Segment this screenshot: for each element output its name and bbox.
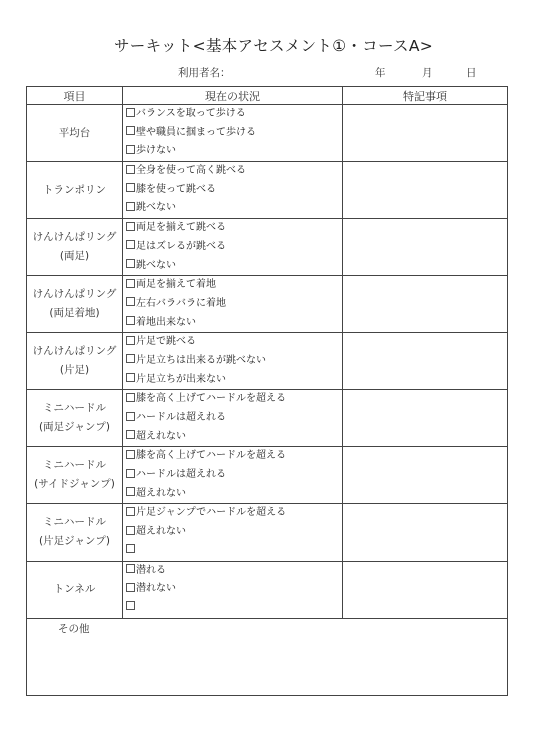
item-cell [27,447,123,504]
option-label: 片足で跳べる [136,336,196,348]
status-cell [123,276,343,333]
status-option [126,485,342,504]
header-item: 項目 [27,87,123,105]
day-label: 日 [466,67,477,79]
status-option [126,314,342,333]
page-title: サーキット<基本アセスメント①・コースA> [113,37,434,55]
item-cell [27,333,123,390]
checkbox[interactable] [126,336,135,345]
notes-cell[interactable] [343,105,508,162]
item-label: けんけんぱリング [32,231,117,244]
status-option [126,390,342,409]
option-label: 膝を高く上げてハードルを超える [136,393,286,405]
checkbox[interactable] [126,259,135,268]
option-label: バランスを取って歩ける [136,108,246,119]
checkbox[interactable] [126,412,135,421]
option-label: 跳べない [136,259,176,271]
table-row [27,561,508,618]
item-cell [27,504,123,561]
status-option [126,257,342,276]
checkbox[interactable] [126,316,135,325]
status-cell [123,447,343,504]
checkbox[interactable] [126,240,135,249]
table-row [27,162,508,219]
checkbox[interactable] [126,393,135,402]
status-option [126,199,342,218]
item-label: (両足) [59,250,90,263]
item-label: (両足着地) [49,307,100,320]
status-option [126,142,342,161]
status-cell [123,333,343,390]
status-option [126,295,342,314]
other-row [27,618,508,695]
checkbox[interactable] [126,354,135,363]
status-option [126,124,342,143]
status-option [126,352,342,371]
option-label: 両足を揃えて跳べる [136,222,226,234]
checkbox[interactable] [126,450,135,459]
option-label: 左右バラバラに着地 [136,297,226,309]
option-label: 片足ジャンプでハードルを超える [136,507,287,519]
option-label: 片足立ちは出来るが跳べない [136,354,266,366]
option-label: 膝を高く上げてハードルを超える [136,450,286,462]
table-row [27,105,508,162]
option-label: ハードルは超えれる [136,412,226,423]
year-label: 年 [375,67,386,79]
status-option [126,276,342,295]
status-option [126,105,342,124]
month-label: 月 [422,67,433,79]
table-row [27,333,508,390]
other-notes-cell[interactable] [27,618,508,695]
status-cell [123,504,343,561]
status-option [126,523,342,542]
checkbox[interactable] [126,297,135,306]
status-option [126,447,342,466]
status-option [126,181,342,200]
checkbox[interactable] [126,373,135,382]
option-label: 両足を揃えて着地 [136,279,216,291]
checkbox[interactable] [126,601,135,610]
item-label: (両足ジャンプ) [39,421,110,434]
notes-cell[interactable] [343,276,508,333]
item-label: ミニハードル [43,459,106,472]
status-option [126,219,342,238]
status-option [126,238,342,257]
user-name-label: 利用者名： [178,67,231,79]
item-cell [27,390,123,447]
notes-cell[interactable] [343,219,508,276]
table-row [27,447,508,504]
status-option [126,562,342,581]
option-label: 歩けない [136,145,176,157]
assessment-table [26,86,508,696]
item-label: (片足ジャンプ) [39,535,110,548]
option-label: 全身を使って高く跳べる [136,165,246,177]
table-row [27,276,508,333]
status-option [126,466,342,485]
item-label: (片足) [59,364,90,377]
status-cell [123,105,343,162]
status-cell [123,162,343,219]
notes-cell[interactable] [343,561,508,618]
checkbox[interactable] [126,507,135,516]
status-option [126,428,342,447]
header-notes: 特記事項 [343,87,508,105]
item-label: けんけんぱリング [32,288,117,301]
item-label: (サイドジャンプ) [34,478,115,491]
item-cell [27,219,123,276]
checkbox[interactable] [126,526,135,535]
item-cell [27,276,123,333]
option-label: 膝を使って跳べる [136,183,216,195]
item-cell [27,561,123,618]
status-option [126,162,342,181]
status-option [126,409,342,428]
notes-cell[interactable] [343,504,508,561]
item-label: ミニハードル [43,402,106,415]
item-label: ミニハードル [43,516,106,529]
option-label: 跳べない [136,202,176,214]
checkbox[interactable] [126,183,135,192]
status-option [126,504,342,523]
option-label: ハードルは超えれる [136,469,226,481]
item-cell [27,162,123,219]
checkbox[interactable] [126,222,135,231]
header-status: 現在の状況 [123,87,343,105]
status-cell [123,219,343,276]
item-label: トランポリン [43,183,106,196]
notes-cell[interactable] [343,333,508,390]
status-option [126,599,342,618]
checkbox[interactable] [126,564,135,573]
table-row [27,504,508,561]
assessment-body [27,87,508,696]
option-label: 着地出来ない [136,316,196,328]
status-option [126,333,342,352]
option-label: 潜れない [136,583,176,595]
other-label: その他 [58,622,90,635]
checkbox[interactable] [126,487,135,496]
status-option [126,371,342,390]
notes-cell[interactable] [343,390,508,447]
option-label: 片足立ちが出来ない [136,373,226,385]
option-label: 超えれない [136,487,186,499]
item-label: トンネル [53,583,96,596]
checkbox[interactable] [126,108,135,117]
checkbox[interactable] [126,145,135,154]
status-cell [123,561,343,618]
checkbox[interactable] [126,469,135,478]
table-row [27,219,508,276]
option-label: 壁や職員に掴まって歩ける [136,126,256,138]
checkbox[interactable] [126,165,135,174]
item-label: けんけんぱリング [32,345,117,358]
table-row [27,390,508,447]
option-label: 超えれない [136,526,186,538]
status-option [126,542,342,561]
status-option [126,580,342,599]
checkbox[interactable] [126,279,135,288]
item-cell [27,105,123,162]
notes-cell[interactable] [343,162,508,219]
header-row [27,87,508,105]
checkbox[interactable] [126,544,135,553]
checkbox[interactable] [126,583,135,592]
status-cell [123,390,343,447]
option-label: 潜れる [136,564,166,576]
item-label: 平均台 [58,126,91,139]
option-label: 超えれない [136,430,186,442]
checkbox[interactable] [126,126,135,135]
checkbox[interactable] [126,430,135,439]
checkbox[interactable] [126,202,135,211]
notes-cell[interactable] [343,447,508,504]
option-label: 足はズレるが跳べる [136,240,226,252]
